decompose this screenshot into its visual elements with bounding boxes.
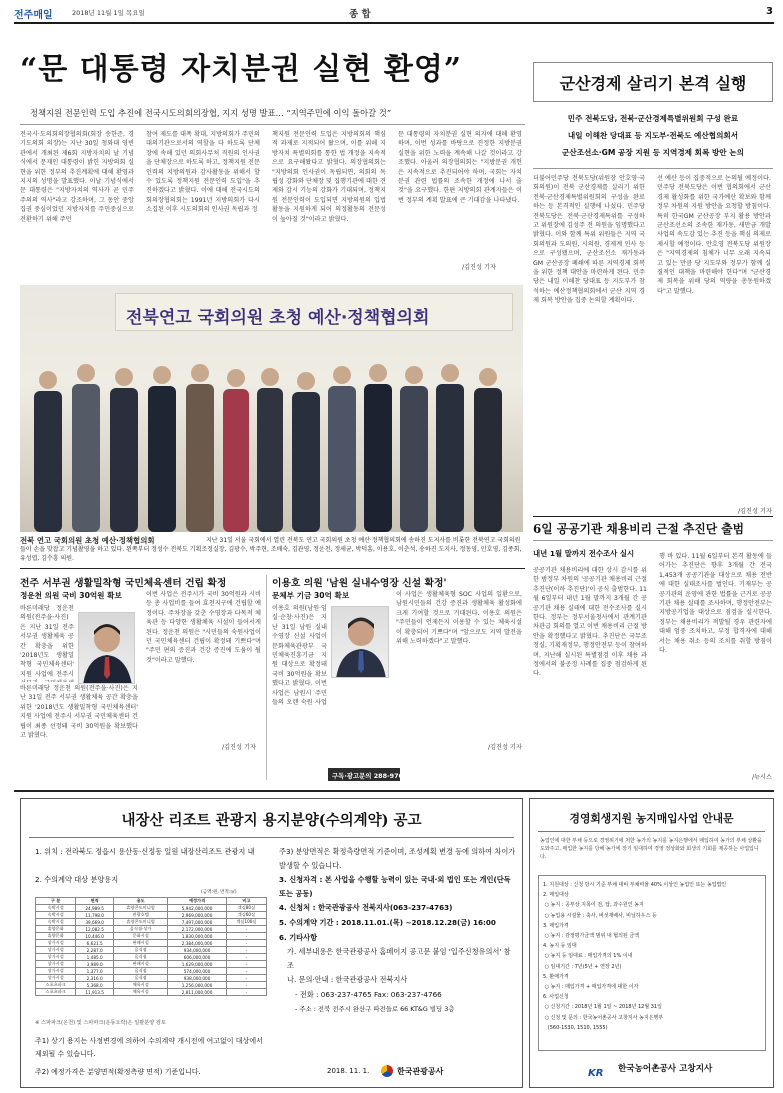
table-cell: 24,989.5 <box>76 905 114 912</box>
table-cell: 5,942,000,000 <box>168 905 226 912</box>
land-sale-table-note: (금액:원, 면적:㎡) <box>201 890 237 895</box>
portrait-jung <box>78 612 135 684</box>
table-row <box>36 982 267 989</box>
table-row <box>36 947 267 954</box>
table-cell: 음식점 <box>113 968 167 975</box>
table-row <box>36 905 267 912</box>
farmland-notice <box>529 798 774 1088</box>
table-cell: 11,913.5 <box>76 989 114 996</box>
table-cell: 휴양문화 <box>36 933 76 940</box>
photo-title: 전북 연고 국회의원 초청 예산·정책협의회 <box>20 536 155 545</box>
right-article-2-rule <box>533 540 773 541</box>
land-sale-right-items <box>279 845 517 1016</box>
table-cell: - <box>226 989 266 996</box>
right-item: 가. 세부내용은 한국관광공사 홈페이지 공고문 붙임 '입주신청유의서' 참조 <box>287 947 511 970</box>
table-cell: 2,969,000,000 <box>168 912 226 919</box>
table-cell: - <box>226 940 266 947</box>
col-header: 구 분 <box>36 898 76 905</box>
bottom-article-1-headline: 전주 서부권 생활밀착형 국민체육센터 건립 확정 <box>20 578 227 589</box>
right-article-2-byline: /뉴시스 <box>752 774 773 781</box>
right-item: - 주소 : 전북 전주시 완산구 따전들로 66 KT&G 빌딩 3층 <box>295 1004 455 1013</box>
farmland-item: (560-1530, 1510, 1555) <box>543 1024 608 1031</box>
table-cell: 2,172,000,000 <box>168 926 226 933</box>
portrait-tie <box>104 657 110 679</box>
bottom-article-1-kicker: 정운천 의원 국비 30억원 확보 <box>20 591 122 600</box>
table-row <box>36 989 267 996</box>
page-number: 3 <box>766 6 773 17</box>
table-cell: 체육시설 <box>113 982 167 989</box>
portrait-lee-figure <box>332 607 389 678</box>
person-body <box>292 392 320 532</box>
person-head <box>333 366 351 384</box>
table-cell: 2,384,000,000 <box>168 940 226 947</box>
header-rule <box>14 22 774 24</box>
table-cell: 5,368.0 <box>76 982 114 989</box>
bottom-article-2-col-1a: 이용호 의원(남원·임실·순창·사진)은 지난 31일 남원 실내수영장 신설 사업이 문화체육관광부 국민체육진흥기금 지원 대상으로 확정돼 국비 30억원을 확보했다고 밝혔다. 이번 사업은 남원시 주민들의 오랜 숙원 사업 <box>272 605 327 706</box>
right-article-1-bottom-rule <box>533 516 773 517</box>
table-cell: 상가시설 <box>36 954 76 961</box>
land-sale-org: 한국관광공사 <box>397 1067 444 1076</box>
table-cell: 10,446.0 <box>76 933 114 940</box>
table-row <box>36 940 267 947</box>
farmland-item: 1. 지원대상 : 신청 당시 기준 부채 대비 부채비율 40% 이상인 농업인 또는 농업법인 <box>543 882 727 888</box>
table-cell: 3,989.0 <box>76 961 114 968</box>
table-cell: 판매시설 <box>113 940 167 947</box>
right-item: 주3) 분양면적은 확정측량면적 기준이며, 조성계획 변경 등에 의하여 차이가 발생할 수 있습니다. <box>279 847 516 870</box>
main-col-4: 문 대통령의 자치분권 실현 의지에 대해 환영하며, 이번 성과를 바탕으로 진정한 지방분권 실현을 위한 노력을 계속해 나갈 것이라고 강조했다. 아울러 의장협의회는 "지방분권 개헌은 지속적으로 추진되어야 하며, 국회는 자치분권 관련 법률의 조속한 개정에 나서 줄 것"을 요구했다. 한편 지방의회 관계자들은 이번 정부의 계획 발표에 큰 기대감을 나타냈다. <box>398 131 522 204</box>
farmland-item: 6. 사업신청 <box>543 994 569 1001</box>
right-article-1-col-2: 선 예산 등이 집중적으로 논의될 예정이다. 민주당 전북도당은 이번 협의회에서 군산경제 활성화를 위한 국가예산 확보와 함께 정부 차원의 지원 방안을 요청할 방침이다. 특히 한국GM 군산공장 부지 활용 방안과 군산조선소의 조속한 재가동, 새만금 개발 사업의 속도감 있는 추진 등을 핵심 의제로 제시할 예정이다. 안호영 전북도당 위원장은 "지역경제의 침체가 너무 오래 지속되고 있는 만큼 당 지도부와 정부가 함께 실질적인 대책을 마련해야 한다"며 "군산경제 회복을 위해 당의 역량을 총동원하겠다"고 말했다. <box>657 175 771 295</box>
subhead-line-1: 민주 전북도당, 전북·군산경제특별위원회 구성 완료 <box>567 114 739 123</box>
farmland-item: ○ 임대기간 : 7년(5년 + 연장 2년) <box>543 963 622 970</box>
table-cell: - <box>226 975 266 982</box>
table-cell: 7,497,000,000 <box>168 919 226 926</box>
right-article-2-headline: 6일 공공기관 채용비리 근절 추진단 출범 <box>533 522 745 536</box>
person-body <box>148 386 176 532</box>
person-body <box>400 386 428 532</box>
col-header: 면적 <box>76 898 114 905</box>
bottom-article-1-col-1b <box>20 684 138 781</box>
table-cell: 39,669.0 <box>76 919 114 926</box>
land-sale-item-1: 1. 위치 : 전라북도 정읍시 용산동·신정동 일원 내장산리조트 관광지 내 <box>35 847 255 856</box>
farmland-item: 4. 농지 등 임대 <box>543 943 577 950</box>
farmland-item: ○ 농업용 시설물 : 축사, 버섯재배사, 비닐하우스 등 <box>543 912 657 919</box>
table-cell: 1,629,000,000 <box>168 961 226 968</box>
table-cell: 상가시설 <box>36 940 76 947</box>
person-head <box>153 366 171 384</box>
photo-caption: 지난 31일 서울 국회에서 열린 전북도 연고 국회의원 초청 예산·정책협의회에 송하진 도지사를 비롯한 전북연고 국회의원들이 손을 맞잡고 기념촬영을 하고 있다. 왼쪽부터 정성수 전북도 기획조정실장, 김광수, 박주현, 조배숙, 김관영, 정운천, 정세균, 박덕흠, 이용호, 이춘석, 송하진 도지사, 정동영, 안호영, 김종회, 유성엽, 김수흥 의원. <box>20 537 522 562</box>
person-head <box>227 369 245 387</box>
table-cell: 2,287.0 <box>76 947 114 954</box>
table-cell: 휴양문화 <box>36 926 76 933</box>
issue-date: 2018년 11월 1일 목요일 <box>72 9 145 17</box>
table-cell: - <box>226 982 266 989</box>
land-sale-table-body <box>36 905 267 996</box>
person-head <box>297 372 315 390</box>
table-cell: 판매시설 <box>113 961 167 968</box>
masthead <box>14 6 774 20</box>
person-body <box>34 391 62 532</box>
table-cell: 934,000,000 <box>168 947 226 954</box>
person-head <box>115 368 133 386</box>
bottom-article-2-kicker: 문체부 기금 30억 확보 <box>272 591 350 600</box>
person-head <box>39 371 57 389</box>
farmland-item: 2. 매입대상 <box>543 892 569 899</box>
inquiry-banner <box>328 768 408 781</box>
right-article-1-headline: 군산경제 살리기 본격 실행 <box>559 74 747 93</box>
table-cell: 2,316.0 <box>76 975 114 982</box>
table-cell: 숙박시설 <box>36 912 76 919</box>
bottom-section-rule <box>20 568 525 569</box>
table-cell: 관광호텔 <box>113 912 167 919</box>
land-sale-table <box>35 897 267 996</box>
table-cell: 문화시설 <box>113 933 167 940</box>
farmland-title-rule <box>538 831 765 832</box>
table-cell: - <box>226 954 266 961</box>
person-body <box>364 384 392 532</box>
right-article-2-kicker: 내년 1월 말까지 전수조사 실시 <box>533 549 635 558</box>
table-row <box>36 954 267 961</box>
person-head <box>369 364 387 382</box>
farmland-item: ○ 농지 등 임대료 : 매입가격의 1% 이내 <box>543 953 633 960</box>
krc-logo-mark: KR <box>588 1068 604 1079</box>
farmland-item: ○ 신청기간 : 2018년 1월 1일 ~ 2018년 12월 31일 <box>543 1004 662 1011</box>
right-article-2-col-2: 행 바 있다. 11월 6일부터 본격 활동에 들어가는 추진단은 향후 3개월 간 전국 1,453개 공공기관을 대상으로 채용 전반에 대한 실태조사를 벌인다. 기재부는 공공기관의 운영에 관한 법률을 근거로 공공기관 채용 실태를 조사하며, 행정안전부는 지방공기업을 대상으로 점검을 실시한다. 정부는 채용비리가 적발될 경우 관련자에 대해 엄중 조치하고, 부정 합격자에 대해서는 채용 취소 등의 조치를 취할 방침이다. <box>659 553 772 655</box>
person-body <box>328 386 356 532</box>
table-cell: 음식점 <box>113 947 167 954</box>
right-article-1-rule <box>533 168 773 169</box>
subhead-line-3: 군산조선소·GM 공장 지원 등 지역경제 회복 방안 논의 <box>562 148 744 157</box>
right-item: 6. 기타사항 <box>279 932 318 942</box>
table-row <box>36 912 267 919</box>
table-cell: 객실100실 <box>226 919 266 926</box>
table-cell: 상가시설 <box>36 947 76 954</box>
table-cell: - <box>226 947 266 954</box>
land-sale-title: 내장산 리조트 관광지 용지분양(수의계약) 공고 <box>121 812 422 829</box>
table-cell: 938,000,000 <box>168 975 226 982</box>
table-cell: 574,000,000 <box>168 968 226 975</box>
person-head <box>441 364 459 382</box>
table-cell: - <box>226 933 266 940</box>
main-headline: “문 대통령 자치분권 실현 환영” <box>20 52 463 87</box>
person-body <box>257 388 283 532</box>
main-col-3: 책지원 전문인력 도입은 지방의회의 핵심적 과제로 지적되어 왔으며, 이를 위해 지방자치 특별의회를 통한 법 개정을 지속적으로 요구해왔다고 밝혔다. 의장협의회는 "지방의회 인사권이 독립되면, 의회의 독립성 강화와 단체장 및 집행기관에 대한 견제와 감시 기능의 강화가 기대되며, 정책지원 전문인력이 도입되면 지방의원의 입법활동을 지원하게 되어 의정활동의 전문성이 높아질 것"이라고 밝혔다. <box>272 131 386 223</box>
person-head <box>405 366 423 384</box>
table-cell: - <box>226 968 266 975</box>
land-sale-item-2: 2. 수의계약 대상 분양용지 <box>35 875 119 884</box>
land-sale-table-header <box>36 898 267 905</box>
person-body <box>474 388 502 532</box>
table-cell: 객실60실 <box>226 912 266 919</box>
farmland-details-box <box>538 875 766 1051</box>
person-body <box>110 388 138 532</box>
table-cell: 숙박시설 <box>36 905 76 912</box>
table-cell: 휴양콘도미니엄 <box>113 905 167 912</box>
col-header: 비고 <box>226 898 266 905</box>
people-silhouettes <box>20 285 523 532</box>
right-item: 나. 문의·안내 : 한국관광공사 전북지사 <box>287 975 408 985</box>
right-article-1-byline: /김진성 기자 <box>738 508 772 515</box>
person-body <box>436 384 464 532</box>
main-byline: /김진성 기자 <box>462 264 496 271</box>
subhead-rule <box>20 124 525 125</box>
col-header: 용도 <box>113 898 167 905</box>
bottom-article-2-headline: 이용호 의원 '남원 실내수영장 신설 확정' <box>272 578 447 589</box>
table-cell: 스포츠파크 <box>36 989 76 996</box>
table-cell: - <box>226 926 266 933</box>
farmland-item-list <box>543 880 761 1033</box>
table-cell: 1,256,000,000 <box>168 982 226 989</box>
right-article-1-subheads <box>533 110 773 161</box>
table-cell: 12,082.5 <box>76 926 114 933</box>
bottom-article-2-col-2: 이 사업은 생활체육형 SOC 사업의 일환으로, 남원시민들의 건강 증진과 생활체육 활성화에 크게 기여할 것으로 기대된다. 이용호 의원은 "주민들이 언제든지 이용할 수 있는 체육시설이 확충되어 기쁘다"며 "앞으로도 지역 발전을 위해 노력하겠다"고 말했다. <box>396 591 522 646</box>
portrait-tie <box>358 651 364 673</box>
right-item: 5. 수의계약 기간 : 2018.11.01.(목) ~2018.12.28(금) 16:00 <box>279 917 496 927</box>
table-cell: 6,621.5 <box>76 940 114 947</box>
ads-top-rule <box>14 790 774 792</box>
farmland-intro: 농업인에 대한 부채 등으로 경영위기에 처한 농가의 농지를 농지은행에서 매입하여 농가의 부채 상환을 도와주고, 매입한 농지를 당해 농가에 장기 임대하여 경영 정상화와 회생의 기회를 제공하는 사업입니다. <box>540 838 762 860</box>
table-cell: 2,811,000,000 <box>168 989 226 996</box>
table-cell: 체육시설 <box>113 989 167 996</box>
table-cell: 상가시설 <box>36 975 76 982</box>
farmland-item: 5. 환매가격 <box>543 973 569 980</box>
land-sale-date: 2018. 11. 1. <box>327 1067 370 1075</box>
farmland-item: 3. 매입가격 <box>543 922 569 929</box>
section-name: 종 합 <box>349 9 371 20</box>
portrait-jung-figure <box>79 613 135 684</box>
table-cell: 606,000,000 <box>168 954 226 961</box>
land-sale-note-0: ※ 스파파크(온천) 및 스파파크(운동오락)은 일괄분양 검토 <box>35 1020 166 1026</box>
right-article-1-col-1: 더불어민주당 전북도당(위원장 안호영·국회의원)이 전북 군산경제를 살리기 위한 전북·군산경제특별위원회의 구성을 완료하는 등 본격적인 실행에 나섰다. 민주당 전북도당은 전북·군산경제특위를 구성하고 위원장에 김성주 전 의원을 임명했다고 밝혔다. 이와 함께 특위 위원들은 지역 국회의원과 도의원, 시의원, 경제계 인사 등으로 구성됐으며, 군산조선소 재가동과 GM 군산공장 폐쇄에 따른 지역경제 회복을 위한 정책 대안을 마련하게 된다. 민주당은 내일 이해찬 당대표 등 지도부가 참석하는 예산정책협의회에서 군산 지역 경제 회복 방안을 집중 논의할 계획이다. <box>533 175 645 305</box>
table-row <box>36 968 267 975</box>
table-row <box>36 975 267 982</box>
table-cell: 상가시설 <box>36 961 76 968</box>
person-body <box>72 384 100 532</box>
main-subhead: 정책지원 전문인력 도입 추진에 전국시도의회의장협, 지지 성명 발표… “지역주민에 이익 돌아갈 것” <box>30 108 392 118</box>
krc-logo-icon <box>588 1061 614 1077</box>
table-row <box>36 919 267 926</box>
farmland-item: ○ 신청 및 문의 : 한국농어촌공사 고창지사 농지은행부 <box>543 1014 664 1021</box>
farmland-title: 경영회생지원 농지매입사업 안내문 <box>569 812 734 825</box>
table-cell: 스포츠파크 <box>36 982 76 989</box>
table-cell: 음식점 <box>113 975 167 982</box>
farmland-item: ○ 농지 : 매입가격 + 매입가격에 대한 이자 <box>543 984 639 991</box>
photo-banner-text: 전북연고 국회의원 초청 예산·정책협의회 <box>126 308 430 328</box>
subhead-line-2: 내일 이해찬 당대표 등 지도부·전북도 예산협의회서 <box>567 131 739 140</box>
table-cell: 음식점·상가 <box>113 926 167 933</box>
kto-logo-icon <box>381 1065 393 1077</box>
person-body <box>223 389 249 532</box>
table-row <box>36 961 267 968</box>
person-figures <box>34 364 502 532</box>
portrait-lee <box>331 606 389 678</box>
table-row <box>36 926 267 933</box>
bottom-article-2-byline: /김진성 기자 <box>488 744 522 751</box>
bottom-article-1-col-1: 바른미래당 정운천 의원(전주을·사진)은 지난 31일 전주 서부권 생활체육 공간 확충을 위한 '2018년도 생활밀착형 국민체육센터' 지원 사업에 전주시 <box>20 605 74 678</box>
bottom-article-1-continuation: 바른미래당 정운천 의원(전주을·사진)은 지난 31일 전주 서부권 생활체육 공간 확충을 위한 '2018년도 생활밀착형 국민체육센터' 지원 사업에 전주시 서부권 국민체육센터 건립이 최종 선정돼 국비 30억원을 확보했다고 밝혔다. <box>20 685 138 740</box>
right-item: - 전화 : 063-237-4765 Fax: 063-237-4766 <box>295 989 442 999</box>
farmland-item: ○ 농지 : 공부상 지목이 전, 답, 과수원인 농지 <box>543 902 644 909</box>
table-cell: 상가시설 <box>36 968 76 975</box>
table-cell: 1,830,000,000 <box>168 933 226 940</box>
bottom-article-1-col-2: 이번 사업은 전주시가 국비 30억원과 시비 등 총 사업비를 들여 효천지구에 건립할 예정이다. 주차장을 갖춘 수영장과 다목적 체육관 등 다양한 생활체육 시설이 들어서게 된다. 정운천 의원은 "시민들의 숙원사업이던 국민체육센터 건립이 확정돼 기쁘다"며 "주민 편의 증진과 건강 증진에 도움이 될 것"이라고 말했다. <box>146 591 261 664</box>
table-row <box>36 933 267 940</box>
table-cell: 1,377.0 <box>76 968 114 975</box>
table-cell: 객실80실 <box>226 905 266 912</box>
person-head <box>191 364 209 382</box>
land-sale-note-1: 주1) 상기 용지는 사정변경에 의하여 수의계약 개시전에 여고없이 대상에서 제외될 수 있습니다. <box>35 1037 263 1058</box>
table-cell: 휴양콘도미니엄 <box>113 919 167 926</box>
right-item: 4. 신청처 : 한국관광공사 전북지사(063-237-4763) <box>279 903 453 913</box>
table-cell: 11,798.0 <box>76 912 114 919</box>
table-cell: - <box>226 961 266 968</box>
right-article-headline-box <box>533 62 773 102</box>
right-item: 3. 신청자격 : 본 사업을 수행할 능력이 있는 국내·외 법인 또는 개인(단독 또는 공동) <box>279 875 511 898</box>
col-header: 예정가격 <box>168 898 226 905</box>
person-head <box>77 364 95 382</box>
land-sale-title-rule <box>29 837 514 838</box>
main-col-1: 전국시·도의회의장협의회(회장 송한준, 경기도의회 의장)는 지난 30일 청와대 영빈관에서 개최된 제6회 지방자치의 날 기념식에서 문재인 대통령이 밝힌 지방의회 실현을 위한 정부의 추진계획에 대해 환영과 지지의 성명을 발표했다. 이날 기념식에서 문 대통령은 "지방자치의 역사가 곧 민주주의의 역사"라고 강조하며, 그 동안 중앙집권 중심이었던 지방자치를 주민중심으로 전환하기 위해 주민 <box>20 131 134 223</box>
farmland-item: ○ 농지 : 감정평가금액 범위 내 협의된 금액 <box>543 933 640 940</box>
table-cell: 1,485.0 <box>76 954 114 961</box>
land-sale-notice <box>20 798 523 1088</box>
group-photo <box>20 285 523 532</box>
table-cell: 음식점 <box>113 954 167 961</box>
right-article-2-col-1: 공공기관 채용비리에 대한 상시 감시를 위한 범정부 차원의 '공공기관 채용비리 근절 추진단(이하 추진단)'이 공식 출범한다. 11월 6일부터 내년 1월 말까지 3개월 간 공공기관 채용 실태에 대한 전수조사를 실시한다. 정부는 정부서울청사에서 관계기관 차관급 회의를 열고 이번 채용비리 근절 방안을 확정했다고 밝혔다. 추진단은 국무조정실, 기획재정부, 행정안전부 등이 참여하며, 지난해 실시된 특별점검 이후 채용 과정에서의 불공정 사례를 집중 점검하게 된다. <box>533 567 647 678</box>
person-body <box>186 384 214 532</box>
person-head <box>261 368 279 386</box>
bottom-column-divider <box>266 575 267 780</box>
person-head <box>479 368 497 386</box>
farmland-org: 한국농어촌공사 고창지사 <box>618 1064 713 1074</box>
bottom-article-1-byline: /김진성 기자 <box>222 744 256 751</box>
main-col-2: 참여 제도를 대폭 확대, 지방의회가 주민의 대의기관으로서의 역할을 다 하도록 단체장에 속해 있던 의회사무처 직원의 인사권을 단체장으로 하도록 하고, 정책지원 전문인력의 지방의원과 감사활동을 위해서 할 수 있도록 정책지원 전문인력 도입"을 추진하겠다고 밝혔다. 이에 대해 전국시도의회의장협의회는 1991년 지방의회가 다시 소집된 이후 시도의회의 인사권 독립과 정 <box>146 131 260 214</box>
inquiry-text: 구독·광고문의 288-9700 <box>332 772 408 780</box>
paper-name: 전주매일 <box>14 10 53 21</box>
table-cell: 숙박시설 <box>36 919 76 926</box>
land-sale-note-2: 주2) 예정가격은 분양면적(확정측량 면적) 기준입니다. <box>35 1068 201 1076</box>
